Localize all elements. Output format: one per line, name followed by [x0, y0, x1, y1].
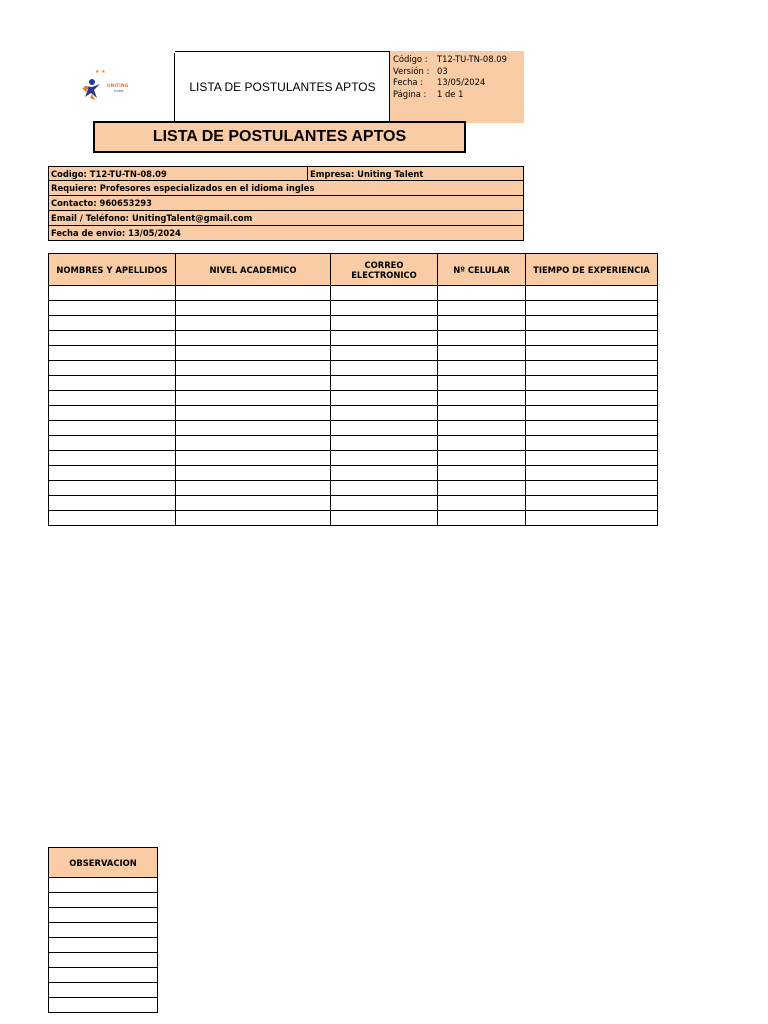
table-cell[interactable] [438, 496, 526, 511]
table-cell[interactable] [49, 376, 176, 391]
observation-header-row [49, 848, 158, 878]
observation-row [49, 953, 158, 968]
detail-contacto: Contacto: 960653293 [48, 196, 524, 211]
table-row [49, 376, 658, 391]
table-cell[interactable] [176, 316, 331, 331]
table-cell[interactable] [526, 451, 658, 466]
page-title: LISTA DE POSTULANTES APTOS [93, 121, 466, 153]
column-header-celular: Nº CELULAR [438, 254, 526, 286]
table-cell[interactable] [176, 421, 331, 436]
observation-cell[interactable] [49, 908, 158, 923]
table-cell[interactable] [49, 391, 176, 406]
info-key: Página : [393, 88, 427, 99]
table-cell[interactable] [49, 466, 176, 481]
table-cell[interactable] [176, 496, 331, 511]
table-row [49, 466, 658, 481]
table-cell[interactable] [526, 301, 658, 316]
table-cell[interactable] [176, 331, 331, 346]
info-key: Fecha : [393, 77, 424, 87]
table-cell[interactable] [331, 331, 438, 346]
observation-row [49, 923, 158, 938]
table-cell[interactable] [331, 286, 438, 301]
table-cell[interactable] [438, 361, 526, 376]
detail-codigo: Codigo: T12-TU-TN-08.09 [51, 169, 167, 179]
table-cell[interactable] [176, 361, 331, 376]
table-cell[interactable] [49, 421, 176, 436]
table-cell[interactable] [526, 436, 658, 451]
observation-table-body [49, 878, 158, 1013]
table-cell[interactable] [176, 451, 331, 466]
table-cell[interactable] [438, 436, 526, 451]
table-cell[interactable] [331, 466, 438, 481]
info-key: Versión : [393, 65, 430, 76]
table-row [49, 331, 658, 346]
document-info-box [389, 51, 524, 123]
table-cell[interactable] [438, 481, 526, 496]
table-cell[interactable] [331, 376, 438, 391]
observation-cell[interactable] [49, 893, 158, 908]
table-cell[interactable] [176, 301, 331, 316]
table-cell[interactable] [526, 496, 658, 511]
table-cell[interactable] [49, 331, 176, 346]
applicants-table [48, 253, 658, 526]
table-cell[interactable] [526, 286, 658, 301]
info-row-fecha [393, 77, 524, 89]
table-cell[interactable] [438, 301, 526, 316]
observation-row [49, 938, 158, 953]
table-cell[interactable] [331, 481, 438, 496]
details-table [48, 166, 524, 241]
table-cell[interactable] [526, 376, 658, 391]
table-cell[interactable] [438, 451, 526, 466]
info-row-codigo [393, 54, 524, 66]
table-cell[interactable] [438, 391, 526, 406]
table-cell[interactable] [438, 511, 526, 526]
table-row [49, 316, 658, 331]
table-cell[interactable] [331, 496, 438, 511]
table-cell[interactable] [438, 406, 526, 421]
table-cell[interactable] [526, 466, 658, 481]
observation-row [49, 998, 158, 1013]
observation-cell[interactable] [49, 878, 158, 893]
table-row [49, 301, 658, 316]
logo-cell [48, 51, 175, 123]
detail-email: Email / Teléfono: UnitingTalent@gmail.com [48, 211, 524, 226]
table-cell[interactable] [49, 436, 176, 451]
table-cell[interactable] [49, 481, 176, 496]
table-cell[interactable] [526, 511, 658, 526]
table-cell[interactable] [526, 316, 658, 331]
table-row [49, 436, 658, 451]
table-cell[interactable] [49, 406, 176, 421]
uniting-talent-logo [48, 51, 174, 121]
detail-empresa: Empresa: Uniting Talent [307, 167, 423, 180]
applicants-table-body [49, 286, 658, 526]
table-cell[interactable] [331, 511, 438, 526]
table-cell[interactable] [438, 376, 526, 391]
observation-cell[interactable] [49, 998, 158, 1013]
observation-row [49, 893, 158, 908]
table-header-row [49, 254, 658, 286]
observation-cell[interactable] [49, 923, 158, 938]
table-row [49, 451, 658, 466]
column-header-experiencia: TIEMPO DE EXPERIENCIA [526, 254, 658, 286]
table-cell[interactable] [331, 421, 438, 436]
table-cell[interactable] [526, 391, 658, 406]
detail-row-codigo [48, 166, 524, 181]
table-cell[interactable] [331, 406, 438, 421]
observation-cell[interactable] [49, 983, 158, 998]
table-cell[interactable] [176, 436, 331, 451]
table-cell[interactable] [176, 346, 331, 361]
table-cell[interactable] [526, 361, 658, 376]
table-cell[interactable] [49, 316, 176, 331]
table-cell[interactable] [49, 496, 176, 511]
detail-fecha-envio: Fecha de envio: 13/05/2024 [48, 226, 524, 241]
table-cell[interactable] [176, 391, 331, 406]
observation-header: OBSERVACION [49, 848, 158, 878]
table-cell[interactable] [49, 301, 176, 316]
table-cell[interactable] [49, 361, 176, 376]
table-cell[interactable] [176, 481, 331, 496]
observation-cell[interactable] [49, 968, 158, 983]
header-border-gap [48, 50, 76, 53]
table-cell[interactable] [49, 286, 176, 301]
table-row [49, 286, 658, 301]
table-cell[interactable] [526, 331, 658, 346]
logo-text: UNITING [107, 84, 129, 89]
observation-row [49, 908, 158, 923]
header-border-gap [146, 50, 175, 53]
table-cell[interactable] [438, 286, 526, 301]
observation-row [49, 983, 158, 998]
table-cell[interactable] [176, 406, 331, 421]
table-cell[interactable] [438, 466, 526, 481]
table-cell[interactable] [176, 466, 331, 481]
column-header-correo: CORREO ELECTRONICO [331, 254, 438, 286]
table-cell[interactable] [331, 361, 438, 376]
table-row [49, 406, 658, 421]
observation-cell[interactable] [49, 938, 158, 953]
observation-row [49, 878, 158, 893]
table-cell[interactable] [526, 406, 658, 421]
observation-cell[interactable] [49, 953, 158, 968]
table-cell[interactable] [331, 316, 438, 331]
info-key: Código : [393, 54, 428, 64]
table-cell[interactable] [438, 331, 526, 346]
observation-row [49, 968, 158, 983]
table-cell[interactable] [526, 346, 658, 361]
table-cell[interactable] [176, 286, 331, 301]
table-cell[interactable] [438, 346, 526, 361]
info-row-version [393, 66, 524, 78]
table-row [49, 421, 658, 436]
table-cell[interactable] [49, 346, 176, 361]
table-cell[interactable] [526, 421, 658, 436]
table-cell[interactable] [176, 376, 331, 391]
info-value: 13/05/2024 [437, 77, 486, 87]
table-cell[interactable] [49, 451, 176, 466]
table-cell[interactable] [331, 436, 438, 451]
column-header-nivel: NIVEL ACADEMICO [176, 254, 331, 286]
table-row [49, 496, 658, 511]
table-row [49, 511, 658, 526]
table-cell[interactable] [526, 481, 658, 496]
info-value: 1 de 1 [437, 88, 464, 99]
table-cell[interactable] [438, 421, 526, 436]
header-title: LISTA DE POSTULANTES APTOS [189, 80, 376, 94]
info-row-pagina [393, 89, 524, 101]
table-cell[interactable] [438, 316, 526, 331]
table-cell[interactable] [49, 511, 176, 526]
detail-requiere: Requiere: Profesores especializados en el idioma ingles [48, 181, 524, 196]
info-value: T12-TU-TN-08.09 [437, 54, 507, 64]
observation-table [48, 847, 158, 1013]
table-cell[interactable] [176, 511, 331, 526]
table-cell[interactable] [331, 391, 438, 406]
table-row [49, 361, 658, 376]
table-row [49, 346, 658, 361]
table-row [49, 391, 658, 406]
table-row [49, 481, 658, 496]
column-header-nombres: NOMBRES Y APELLIDOS [49, 254, 176, 286]
svg-text:★ ★: ★ ★ [95, 69, 106, 75]
table-cell[interactable] [331, 346, 438, 361]
info-value: 03 [437, 65, 448, 76]
logo-subtext: TALENT [114, 90, 124, 93]
table-cell[interactable] [331, 301, 438, 316]
table-cell[interactable] [331, 451, 438, 466]
